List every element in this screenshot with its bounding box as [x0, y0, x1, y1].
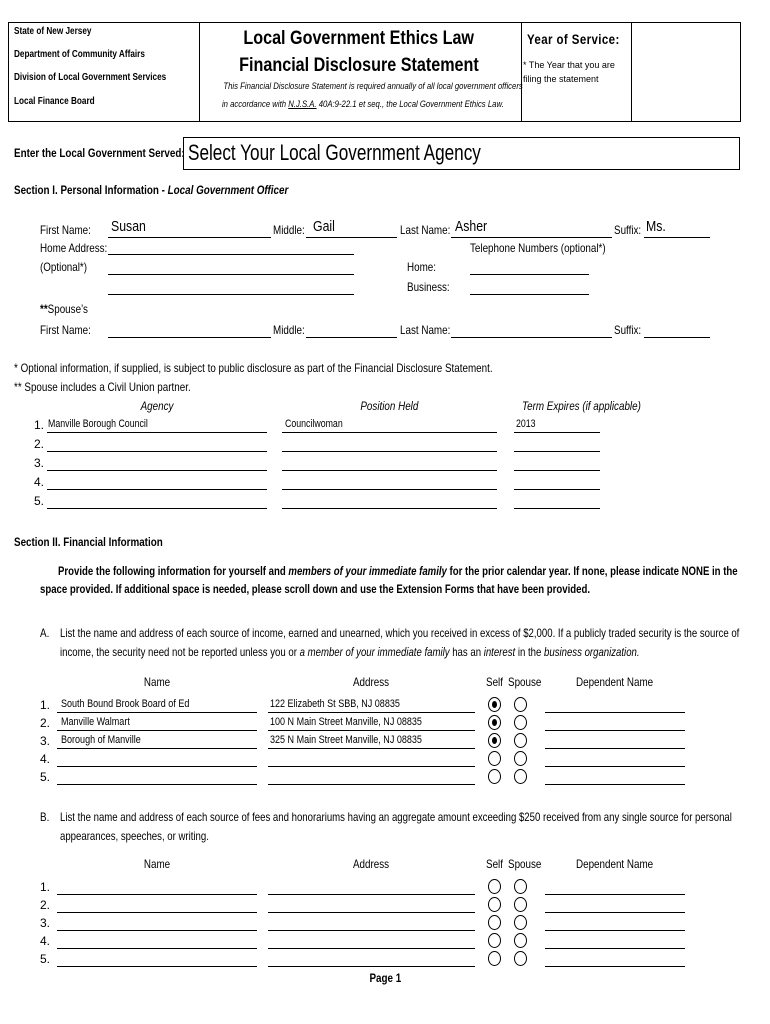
income-dependent-underline [545, 748, 685, 749]
income-address-input[interactable] [270, 698, 428, 710]
income-address-underline [268, 784, 475, 785]
spouse-first-name-label: First Name: [40, 323, 91, 337]
first-name-underline [108, 237, 271, 238]
position-row-number: 3. [34, 456, 45, 470]
income-name-underline [57, 730, 257, 731]
part-a-self-header: Self [486, 675, 503, 689]
honorarium-address-underline [268, 930, 475, 931]
spouse-last-name-label: Last Name: [400, 323, 451, 337]
term-expires-underline [514, 432, 600, 433]
income-row-number: 2. [40, 716, 51, 730]
income-self-radio[interactable] [488, 751, 501, 766]
suffix-label: Suffix: [614, 223, 642, 237]
agency-served-label: Enter the Local Government Served: [14, 146, 185, 160]
honorarium-dependent-underline [545, 912, 685, 913]
honorarium-dependent-underline [545, 894, 685, 895]
honorarium-self-radio[interactable] [488, 951, 501, 966]
section2-title: Section II. Financial Information [14, 535, 163, 549]
honorarium-dependent-underline [545, 930, 685, 931]
home-address-line1[interactable] [108, 254, 354, 255]
section1-title: Section I. Personal Information - Local Government Officer [14, 183, 289, 197]
org-state: State of New Jersey [14, 26, 92, 37]
income-self-radio[interactable] [488, 733, 501, 748]
income-dependent-underline [545, 784, 685, 785]
honorarium-spouse-radio[interactable] [514, 951, 527, 966]
position-held-value: Councilwoman [285, 418, 343, 430]
position-row-number: 2. [34, 437, 45, 451]
income-dependent-underline [545, 730, 685, 731]
agency-select-value: Select Your Local Government Agency [188, 140, 481, 165]
part-b-address-header: Address [353, 857, 390, 871]
home-phone-input[interactable] [470, 274, 589, 275]
income-self-radio[interactable] [488, 715, 501, 730]
honorarium-name-underline [57, 948, 257, 949]
income-name-underline [57, 748, 257, 749]
position-held-underline [282, 508, 497, 509]
income-name-underline [57, 712, 257, 713]
page-number: Page 1 [369, 971, 401, 985]
income-name-value: Borough of Manville [61, 734, 141, 746]
position-held-input[interactable] [285, 418, 357, 430]
position-agency-underline [47, 451, 267, 452]
honorarium-spouse-radio[interactable] [514, 879, 527, 894]
year-of-service-note: * The Year that you are filing the statement [523, 60, 615, 84]
middle-name-label: Middle: [273, 223, 305, 237]
term-expires-input[interactable] [516, 418, 540, 430]
part-b-text: List the name and address of each source of fees and honorariums having an aggregate amount exceeding $250 received from any single source for personal [60, 810, 732, 824]
honorarium-self-radio[interactable] [488, 897, 501, 912]
position-agency-underline [47, 489, 267, 490]
term-expires-underline [514, 508, 600, 509]
spouse-middle-input[interactable] [306, 337, 397, 338]
part-a-text-line2: income, the security need not be reported unless you or a member of your immediate family has an interest in the business organization. [60, 645, 640, 659]
position-held-underline [282, 489, 497, 490]
part-b-text-line2: appearances, speeches, or writing. [60, 829, 209, 843]
honorarium-address-underline [268, 948, 475, 949]
honorarium-address-underline [268, 912, 475, 913]
term-expires-underline [514, 451, 600, 452]
honorarium-name-underline [57, 912, 257, 913]
position-row-number: 1. [34, 418, 45, 432]
position-agency-value: Manville Borough Council [48, 418, 148, 430]
honorarium-spouse-radio[interactable] [514, 915, 527, 930]
honorarium-self-radio[interactable] [488, 879, 501, 894]
spouse-middle-label: Middle: [273, 323, 305, 337]
income-self-radio[interactable] [488, 697, 501, 712]
part-b-label: B. [40, 810, 50, 824]
income-address-value: 122 Elizabeth St SBB, NJ 08835 [270, 698, 400, 710]
income-row-number: 3. [40, 734, 51, 748]
position-agency-underline [47, 508, 267, 509]
business-phone-input[interactable] [470, 294, 589, 295]
form-subtitle-line2: in accordance with N.J.S.A. 40A:9-22.1 et seq., the Local Government Ethics Law. [221, 99, 504, 109]
income-address-value: 325 N Main Street Manville, NJ 08835 [270, 734, 422, 746]
home-phone-label: Home: [407, 260, 436, 274]
honorarium-name-underline [57, 966, 257, 967]
year-of-service-label: Year of Service: [527, 31, 620, 47]
spouse-suffix-label: Suffix: [614, 323, 642, 337]
spouse-note: ** Spouse includes a Civil Union partner. [14, 380, 191, 394]
honorarium-self-radio[interactable] [488, 933, 501, 948]
honorarium-name-underline [57, 930, 257, 931]
position-row-number: 4. [34, 475, 45, 489]
part-a-text: List the name and address of each source of income, earned and unearned, which you received in excess of $2,000. If a publicly traded security is the source of [60, 626, 740, 640]
income-spouse-radio[interactable] [514, 715, 527, 730]
income-spouse-radio[interactable] [514, 751, 527, 766]
income-name-input[interactable] [61, 716, 145, 728]
agency-column-header: Agency [140, 399, 174, 413]
income-name-input[interactable] [61, 698, 218, 710]
position-held-underline [282, 470, 497, 471]
honorarium-self-radio[interactable] [488, 915, 501, 930]
term-column-header: Term Expires (if applicable) [522, 399, 641, 413]
spouse-suffix-input[interactable] [644, 337, 710, 338]
income-name-value: South Bound Brook Board of Ed [61, 698, 190, 710]
position-agency-underline [47, 470, 267, 471]
income-self-radio[interactable] [488, 769, 501, 784]
honorarium-spouse-radio[interactable] [514, 897, 527, 912]
org-division: Division of Local Government Services [14, 72, 167, 83]
middle-name-input[interactable]: Gail [313, 218, 335, 235]
home-address-line3[interactable] [108, 294, 354, 295]
spouse-first-name-input[interactable] [108, 337, 271, 338]
income-address-underline [268, 748, 475, 749]
honorarium-row-number: 4. [40, 934, 51, 948]
honorarium-name-underline [57, 894, 257, 895]
honorarium-dependent-underline [545, 948, 685, 949]
form-title-line2: Financial Disclosure Statement [239, 55, 479, 76]
honorarium-address-underline [268, 894, 475, 895]
part-a-name-header: Name [143, 675, 171, 689]
org-department: Department of Community Affairs [14, 49, 145, 60]
income-name-value: Manville Walmart [61, 716, 130, 728]
spouse-label: **Spouse’s [40, 302, 88, 316]
honorarium-row-number: 1. [40, 880, 51, 894]
form-title: Local Government Ethics Law [243, 28, 475, 49]
income-dependent-underline [545, 712, 685, 713]
position-held-underline [282, 451, 497, 452]
part-b-spouse-header: Spouse [508, 857, 542, 871]
first-name-label: First Name: [40, 223, 91, 237]
income-name-underline [57, 784, 257, 785]
income-dependent-underline [545, 766, 685, 767]
last-name-underline [451, 237, 612, 238]
form-subtitle: This Financial Disclosure Statement is required annually of all local government officers [223, 81, 523, 91]
telephone-label: Telephone Numbers (optional*) [470, 241, 606, 255]
section2-intro-line2: space provided. If additional space is needed, please scroll down and use the Extension Forms that have been provided. [40, 582, 591, 596]
part-b-self-header: Self [486, 857, 503, 871]
home-address-label: Home Address: [40, 241, 108, 255]
honorarium-row-number: 2. [40, 898, 51, 912]
part-a-spouse-header: Spouse [508, 675, 542, 689]
position-row-number: 5. [34, 494, 45, 508]
middle-name-underline [306, 237, 397, 238]
position-held-underline [282, 432, 497, 433]
optional-note: * Optional information, if supplied, is subject to public disclosure as part of the Financial Disclosure Statement. [14, 361, 493, 375]
org-board: Local Finance Board [14, 96, 95, 107]
suffix-input[interactable]: Ms. [646, 218, 666, 235]
honorarium-row-number: 3. [40, 916, 51, 930]
spouse-last-name-input[interactable] [451, 337, 612, 338]
income-name-underline [57, 766, 257, 767]
home-address-line2[interactable] [108, 274, 354, 275]
part-a-label: A. [40, 626, 50, 640]
income-address-input[interactable] [270, 734, 455, 746]
income-spouse-radio[interactable] [514, 733, 527, 748]
year-of-service-input[interactable] [633, 26, 737, 118]
income-address-underline [268, 766, 475, 767]
part-b-name-header: Name [143, 857, 171, 871]
section2-intro: Provide the following information for yourself and members of your immediate family for the prior calendar year. If none, please indicate NONE in the [58, 564, 738, 578]
position-agency-input[interactable] [48, 418, 173, 430]
income-address-value: 100 N Main Street Manville, NJ 08835 [270, 716, 422, 728]
last-name-input[interactable]: Asher [455, 218, 488, 235]
income-row-number: 5. [40, 770, 51, 784]
suffix-underline [644, 237, 710, 238]
term-expires-value: 2013 [516, 418, 536, 430]
income-spouse-radio[interactable] [514, 769, 527, 784]
income-row-number: 1. [40, 698, 51, 712]
position-column-header: Position Held [360, 399, 419, 413]
last-name-label: Last Name: [400, 223, 451, 237]
income-address-underline [268, 730, 475, 731]
business-phone-label: Business: [407, 280, 450, 294]
income-row-number: 4. [40, 752, 51, 766]
honorarium-spouse-radio[interactable] [514, 933, 527, 948]
part-a-address-header: Address [353, 675, 390, 689]
part-b-dependent-header: Dependent Name [576, 857, 654, 871]
term-expires-underline [514, 470, 600, 471]
income-address-underline [268, 712, 475, 713]
header-divider [521, 23, 522, 121]
first-name-input[interactable]: Susan [111, 218, 146, 235]
position-agency-underline [47, 432, 267, 433]
optional-label: (Optional*) [40, 260, 88, 274]
part-a-dependent-header: Dependent Name [576, 675, 654, 689]
honorarium-row-number: 5. [40, 952, 51, 966]
term-expires-underline [514, 489, 600, 490]
honorarium-address-underline [268, 966, 475, 967]
honorarium-dependent-underline [545, 966, 685, 967]
income-name-input[interactable] [61, 734, 158, 746]
income-address-input[interactable] [270, 716, 455, 728]
income-spouse-radio[interactable] [514, 697, 527, 712]
